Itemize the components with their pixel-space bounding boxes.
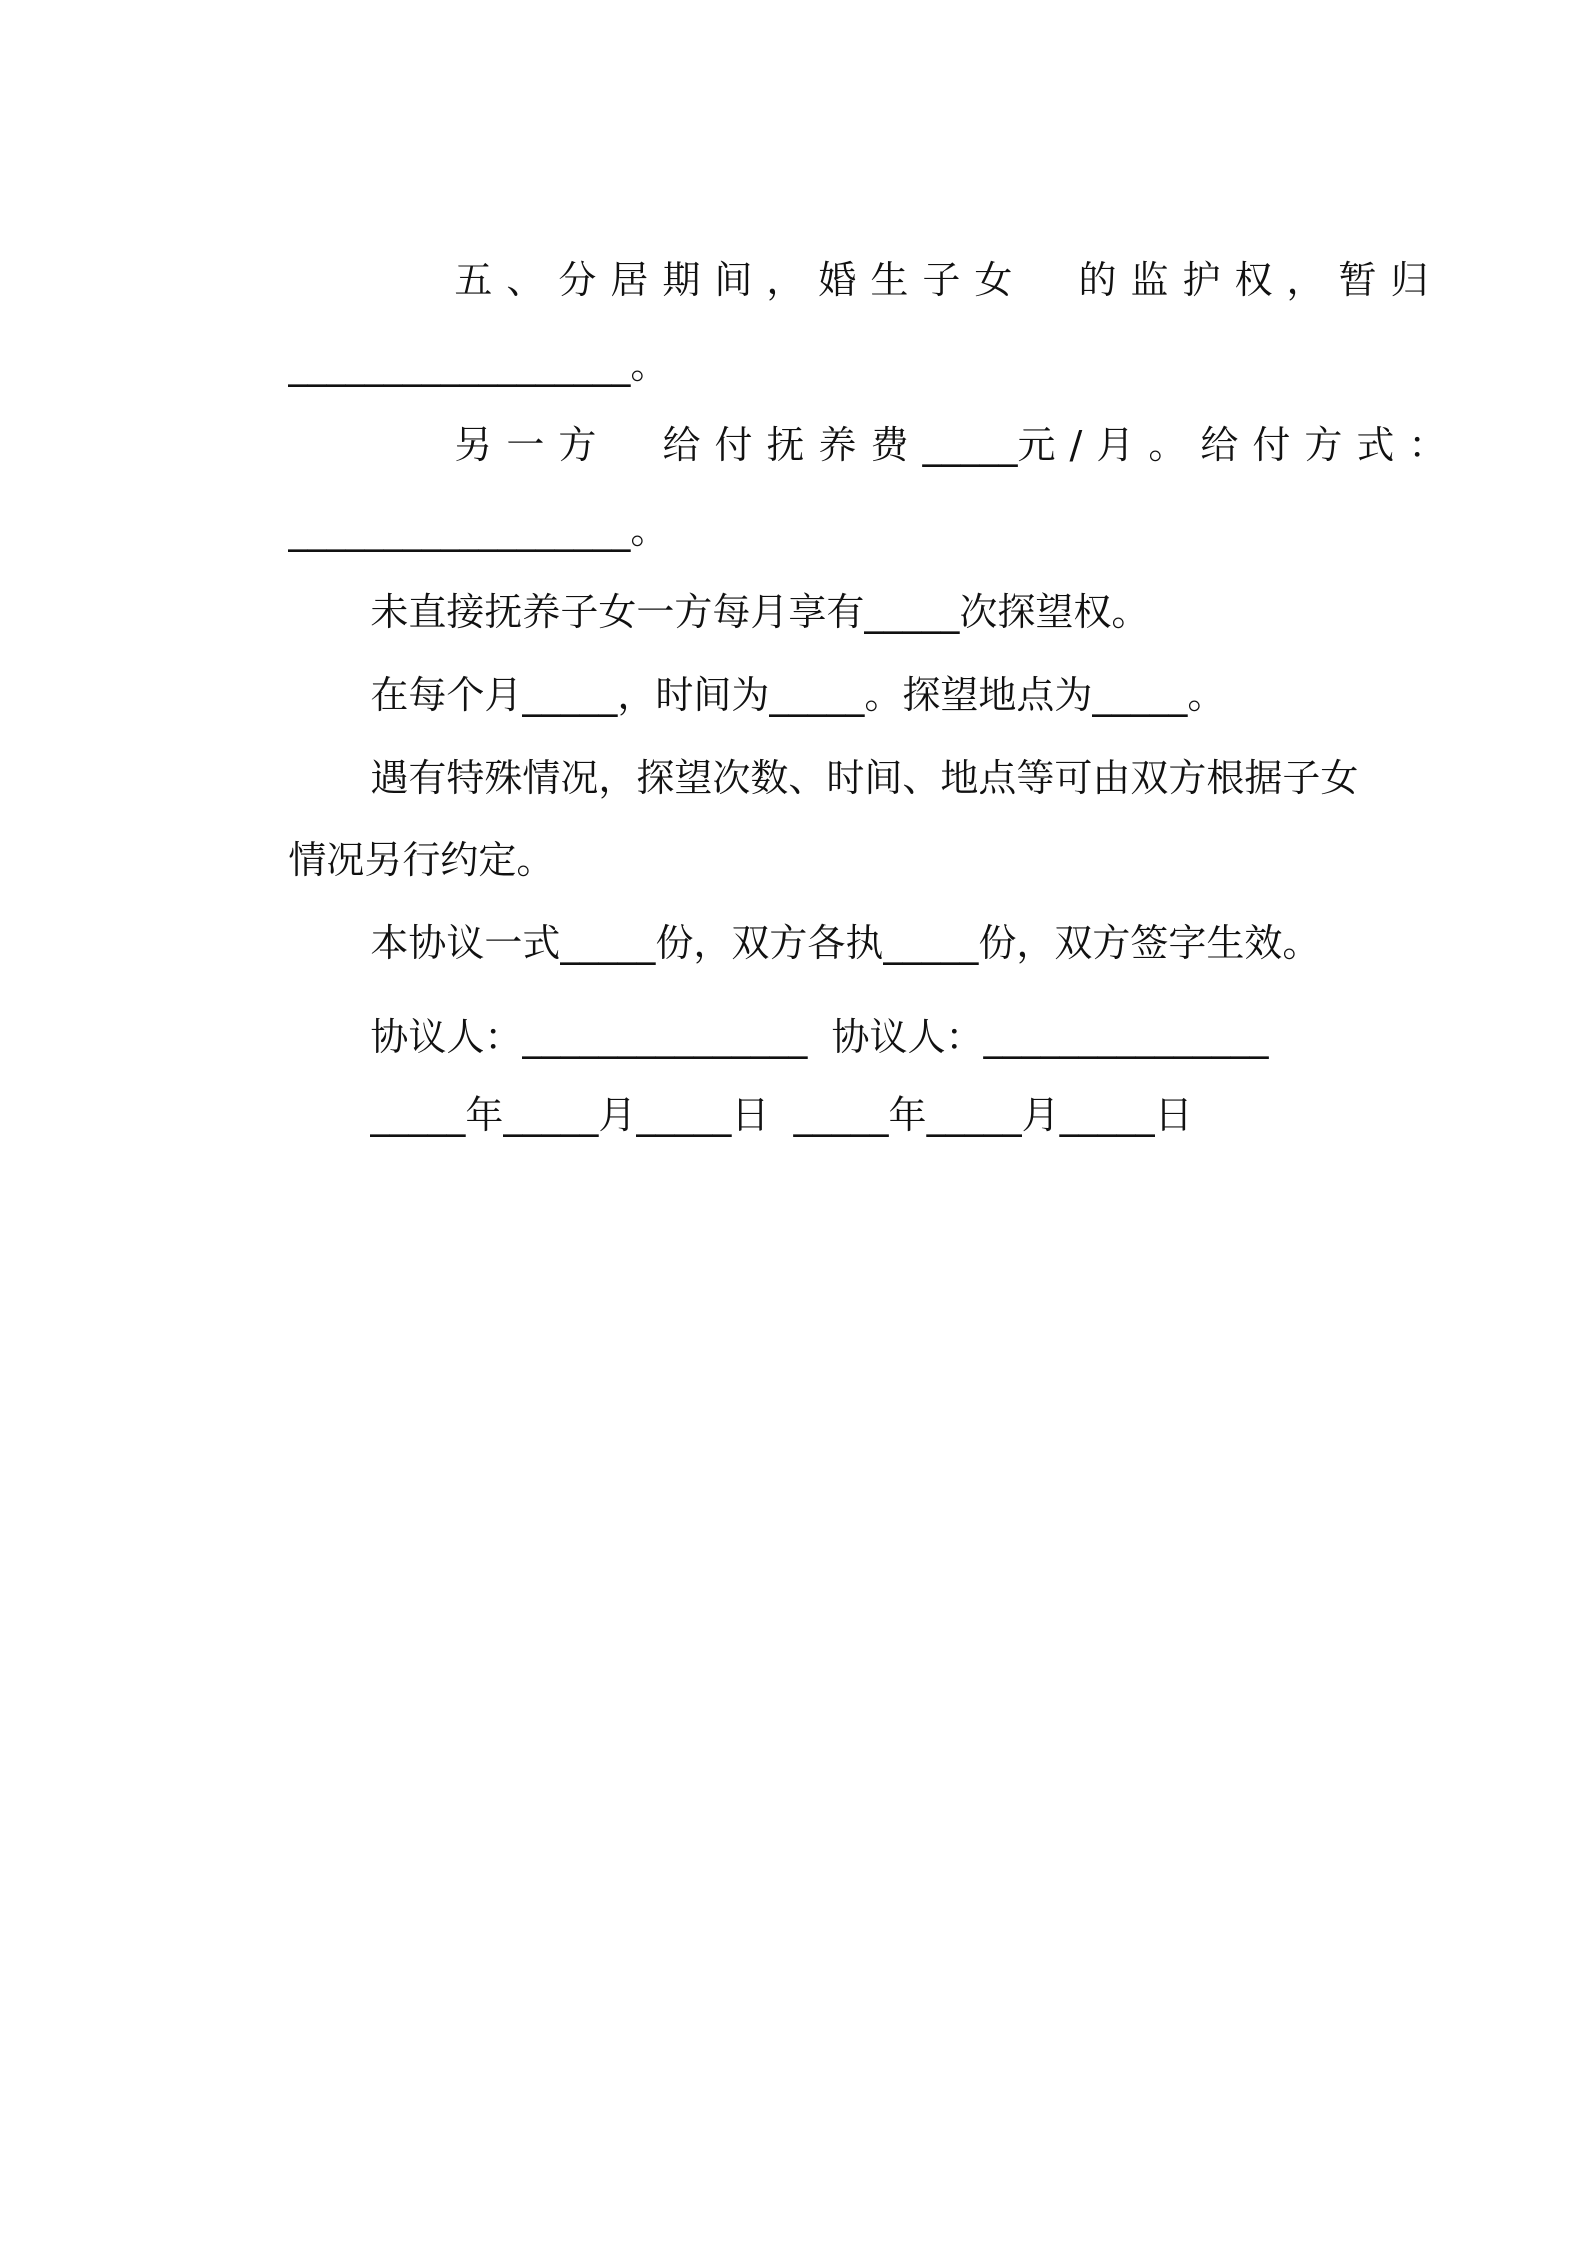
copies-text: 本协议一式 [370, 921, 561, 965]
special-case-continued-text: 情况另行约定。 [288, 838, 555, 882]
date-2-year-label: 年 [888, 1093, 927, 1137]
visitation-count-blank[interactable]: _____ [864, 590, 960, 634]
support-party-text: 另一方 [454, 423, 611, 467]
support-fee-unit: 元/月。给付方式： [1017, 423, 1461, 467]
copies-each-text: 份，双方各执 [655, 921, 884, 965]
visitation-count-text: 未直接抚养子女一方每月享有 [370, 590, 865, 634]
visitation-count-tail: 次探望权。 [959, 590, 1150, 634]
copies-each-blank[interactable]: _____ [883, 921, 979, 965]
visitation-time-blank[interactable]: _____ [769, 673, 865, 717]
date-2-month-label: 月 [1021, 1093, 1060, 1137]
visitation-place-text: 。探望地点为 [864, 673, 1093, 717]
signatory-1-blank[interactable]: _______________ [522, 1015, 808, 1059]
guardianship-clause-text: 五、分居期间，婚生子女 [454, 258, 1027, 302]
visitation-day-text: 在每个月 [370, 673, 523, 717]
date-1-year-label: 年 [465, 1093, 504, 1137]
visitation-place-blank[interactable]: _____ [1092, 673, 1188, 717]
payment-method-blank[interactable]: __________________ [288, 508, 631, 552]
guardianship-period: 。 [630, 343, 669, 387]
guardianship-clause-tail: 的监护权，暂归 [1078, 258, 1443, 302]
date-1-month-label: 月 [598, 1093, 637, 1137]
date-2-day-blank[interactable]: _____ [1059, 1093, 1155, 1137]
date-2-day-label: 日 [1154, 1093, 1193, 1137]
visitation-place-period: 。 [1187, 673, 1226, 717]
signatory-2-label: 协议人： [831, 1015, 984, 1059]
visitation-day-blank[interactable]: _____ [522, 673, 618, 717]
date-2-month-blank[interactable]: _____ [926, 1093, 1022, 1137]
special-case-text: 遇有特殊情况，探望次数、时间、地点等可由双方根据子女 [370, 756, 1359, 800]
date-1-day-blank[interactable]: _____ [636, 1093, 732, 1137]
date-1-year-blank[interactable]: _____ [370, 1093, 466, 1137]
date-2-year-blank[interactable]: _____ [793, 1093, 889, 1137]
visitation-time-text: ，时间为 [617, 673, 770, 717]
signatory-2-blank[interactable]: _______________ [983, 1015, 1269, 1059]
guardianship-blank[interactable]: __________________ [288, 343, 631, 387]
copies-effective-text: 份，双方签字生效。 [978, 921, 1321, 965]
signatory-1-label: 协议人： [370, 1015, 523, 1059]
support-fee-blank[interactable]: _____ [922, 423, 1018, 467]
signing-dates-line [322, 1040, 1193, 1190]
date-1-day-label: 日 [731, 1093, 770, 1137]
date-1-month-blank[interactable]: _____ [503, 1093, 599, 1137]
copies-total-blank[interactable]: _____ [560, 921, 656, 965]
payment-method-period: 。 [630, 508, 669, 552]
support-fee-text: 给付抚养费 [662, 423, 923, 467]
